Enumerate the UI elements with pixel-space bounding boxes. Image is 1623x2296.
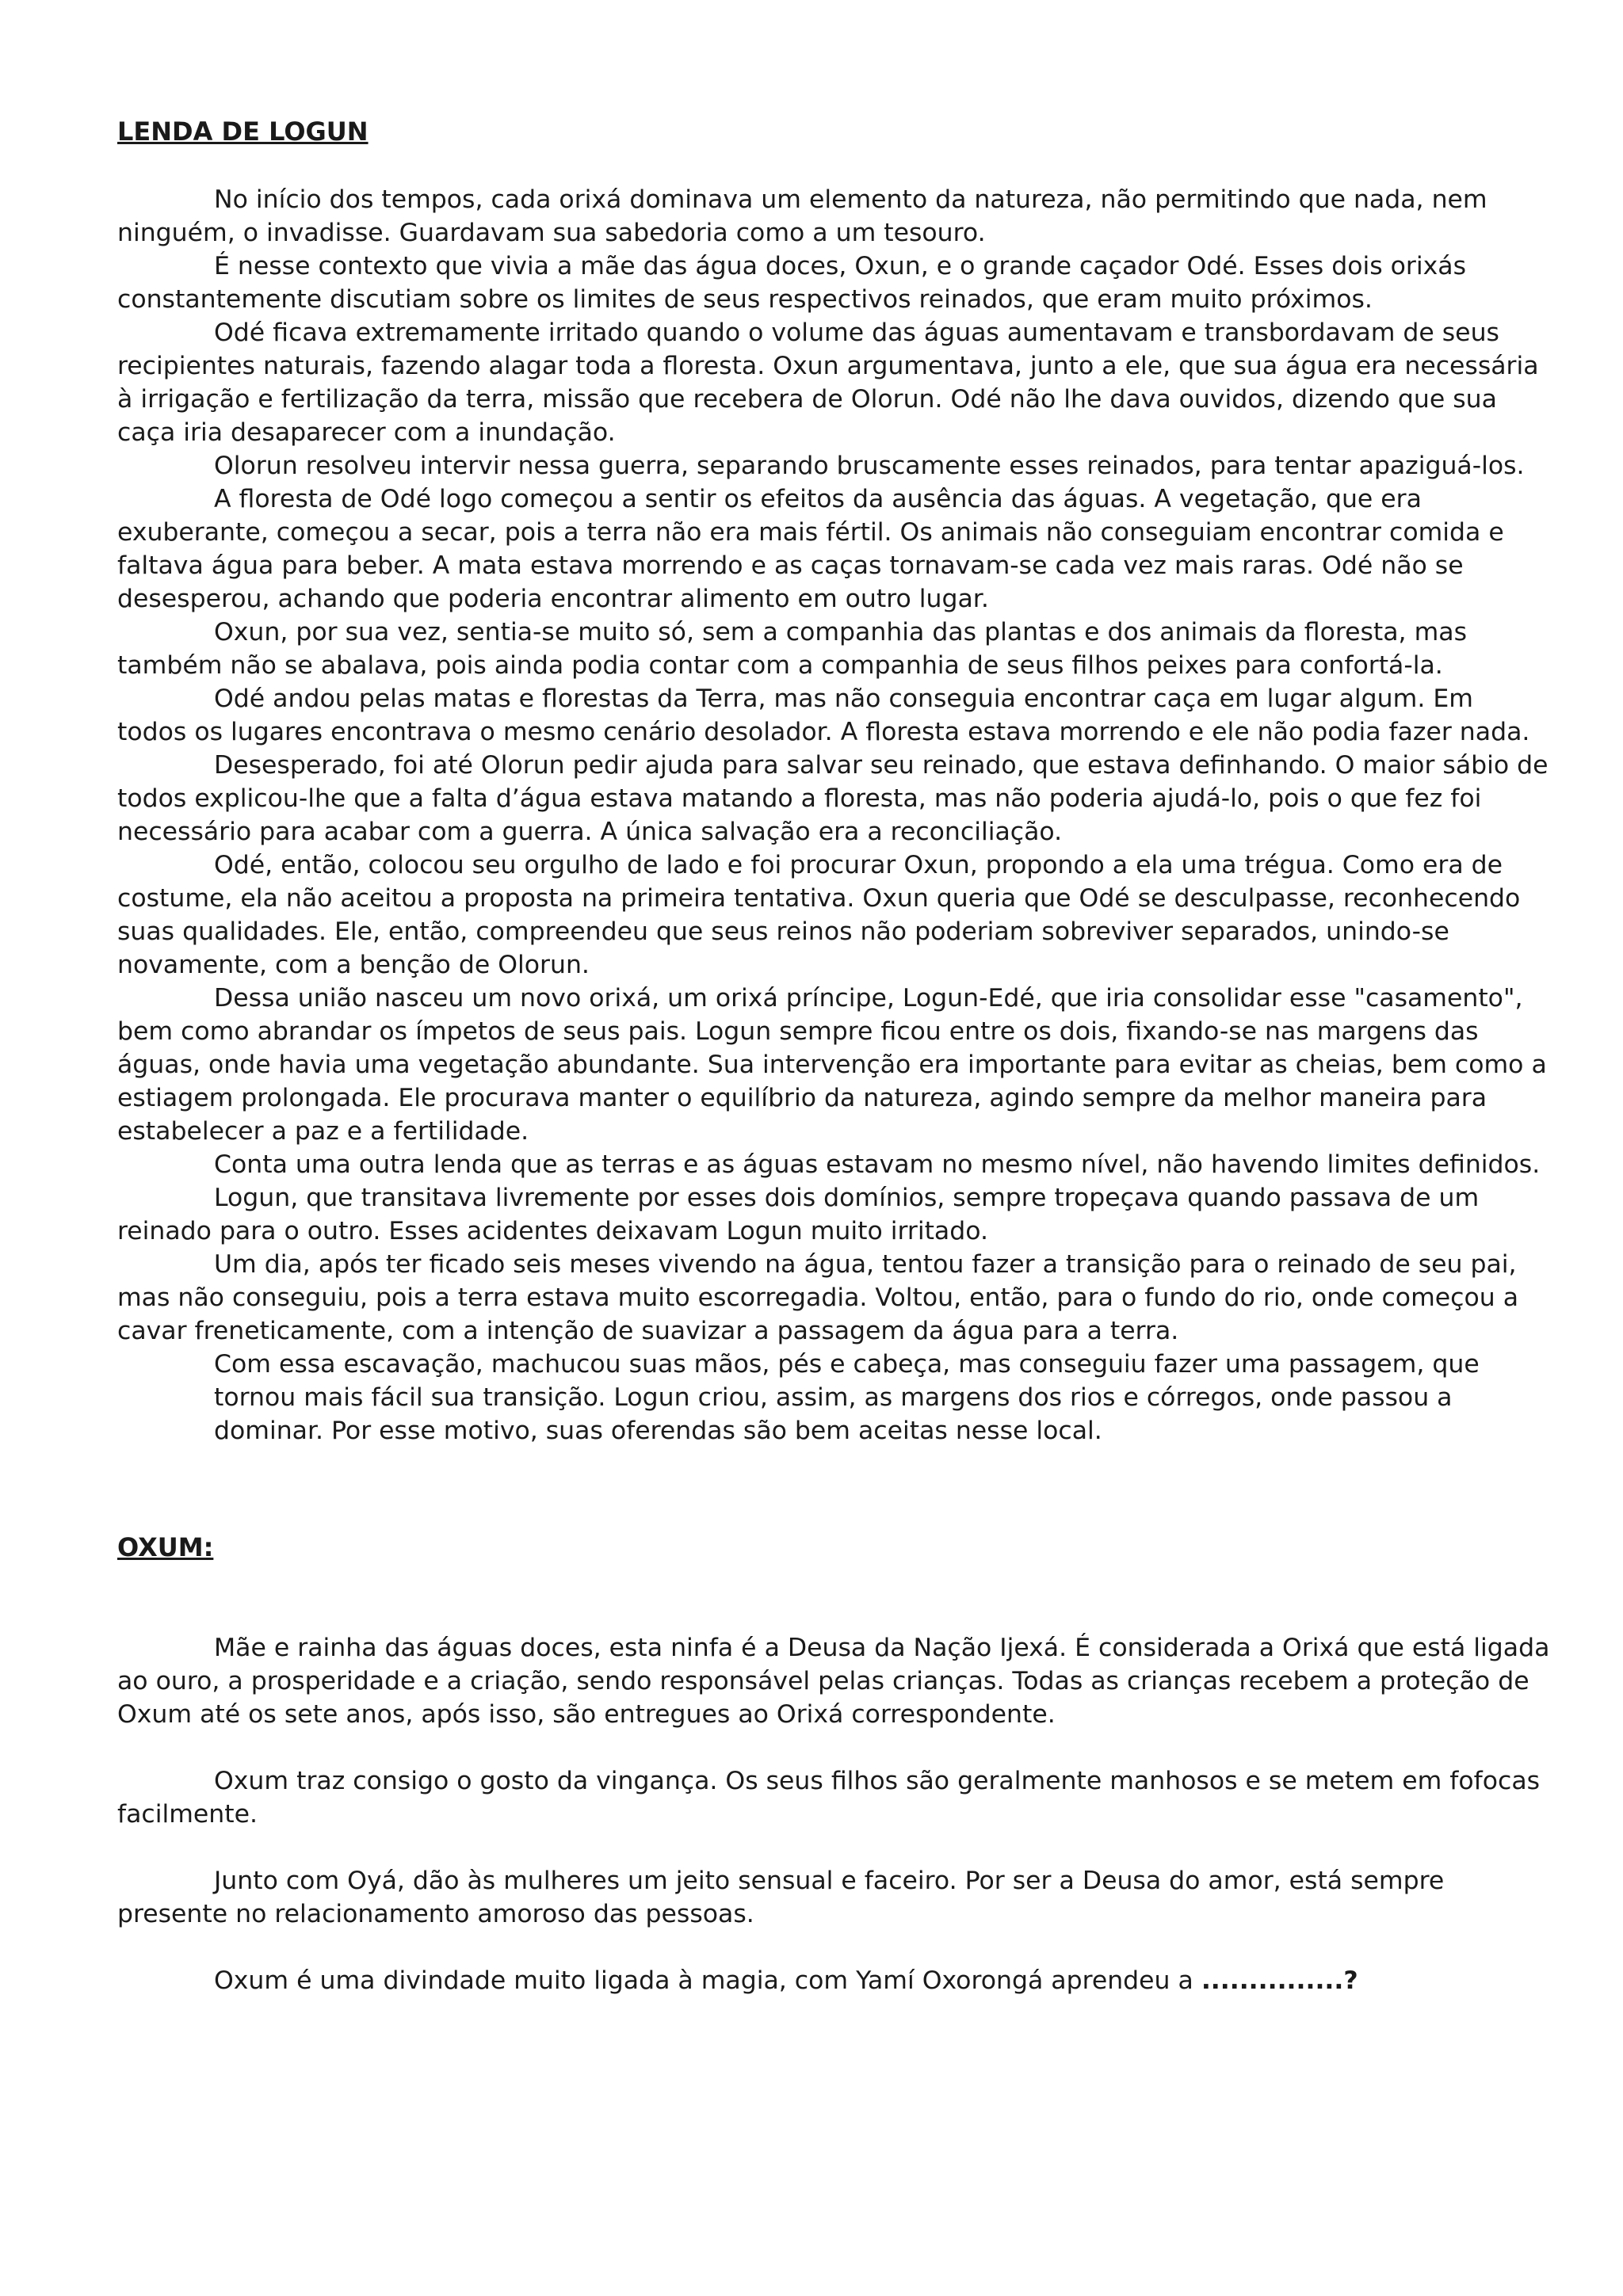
legend-paragraph-6: Oxun, por sua vez, sentia-se muito só, sem a companhia das plantas e dos animais da floresta, mas também não se abalava, pois ainda podia contar com a companhia de seus filhos peixes para confortá-la. [117,618,1467,680]
oxum-paragraph-1: Mãe e rainha das águas doces, esta ninfa é a Deusa da Nação Ijexá. É considerada a Orixá que está ligada ao ouro, a prosperidade e a criação, sendo responsável pelas crianças. Todas as crianças recebem a proteção de Oxum até os sete anos, após isso, são entregues ao Orixá correspondente. [117,1634,1550,1729]
oxum-paragraph-4 [117,1964,1550,1997]
legend-paragraph-10: Dessa união nasceu um novo orixá, um orixá príncipe, Logun-Edé, que iria consolidar esse "casamento", bem como abrandar os ímpetos de seus pais. Logun sempre ficou entre os dois, fixando-se nas margens das águas, onde havia uma vegetação abundante. Sua intervenção era importante para evitar as cheias, bem como a estiagem prolongada. Ele procurava manter o equilíbrio da natureza, agindo sempre da melhor maneira para estabelecer a paz e a fertilidade. [117,984,1547,1146]
legend-paragraph-2: É nesse contexto que vivia a mãe das água doces, Oxun, e o grande caçador Odé. Esses dois orixás constantemente discutiam sobre os limites de seus respectivos reinados, que eram muito próximos. [117,252,1466,314]
legend-paragraph-13: Um dia, após ter ficado seis meses vivendo na água, tentou fazer a transição para o reinado de seu pai, mas não conseguiu, pois a terra estava muito escorregadia. Voltou, então, para o fundo do rio, onde começou a cavar freneticamente, com a intenção de suavizar a passagem da água para a terra. [117,1250,1519,1345]
legend-paragraph-14: Com essa escavação, machucou suas mãos, pés e cabeça, mas conseguiu fazer uma passagem, que tornou mais fácil sua transição. Logun criou, assim, as margens dos rios e córregos, onde passou a dominar. Por esse motivo, suas oferendas são bem aceitas nesse local. [214,1350,1480,1445]
legend-paragraph-11: Conta uma outra lenda que as terras e as águas estavam no mesmo nível, não havendo limites definidos. [214,1150,1541,1179]
legend-paragraph-9: Odé, então, colocou seu orgulho de lado e foi procurar Oxun, propondo a ela uma trégua. Como era de costume, ela não aceitou a proposta na primeira tentativa. Oxun queria que Odé se desculpasse, reconhecendo suas qualidades. Ele, então, compreendeu que seus reinos não poderiam sobreviver separados, unindo-se novamente, com a benção de Olorun. [117,851,1521,979]
legend-paragraph-1: No início dos tempos, cada orixá dominava um elemento da natureza, não permitindo que nada, nem ninguém, o invadisse. Guardavam sua sabedoria como a um tesouro. [117,185,1487,247]
oxum-paragraph-4-text: Oxum é uma divindade muito ligada à magia, com Yamí Oxorongá aprendeu a [214,1966,1201,1995]
legend-paragraph-3: Odé ficava extremamente irritado quando o volume das águas aumentavam e transbordavam de seus recipientes naturais, fazendo alagar toda a floresta. Oxun argumentava, junto a ele, que sua água era necessária à irrigação e fertilização da terra, missão que recebera de Olorun. Odé não lhe dava ouvidos, dizendo que sua caça iria desaparecer com a inundação. [117,318,1539,447]
legend-paragraph-12: Logun, que transitava livremente por esses dois domínios, sempre tropeçava quando passava de um reinado para o outro. Esses acidentes deixavam Logun muito irritado. [117,1184,1480,1245]
fill-in-blank: ...............? [1201,1966,1358,1995]
oxum-body [117,1631,1550,1997]
oxum-paragraph-2: Oxum traz consigo o gosto da vingança. Os seus filhos são geralmente manhosos e se metem em fofocas facilmente. [117,1767,1541,1829]
legend-paragraph-8: Desesperado, foi até Olorun pedir ajuda para salvar seu reinado, que estava definhando. O maior sábio de todos explicou-lhe que a falta d’água estava matando a floresta, mas não poderia ajudá-lo, pois o que fez foi necessário para acabar com a guerra. A única salvação era a reconciliação. [117,751,1549,846]
legend-paragraph-4: Olorun resolveu intervir nessa guerra, separando bruscamente esses reinados, para tentar apaziguá-los. [214,452,1525,480]
legend-paragraph-7: Odé andou pelas matas e florestas da Terra, mas não conseguia encontrar caça em lugar algum. Em todos os lugares encontrava o mesmo cenário desolador. A floresta estava morrendo e ele não podia fazer nada. [117,685,1530,746]
legend-paragraph-5: A floresta de Odé logo começou a sentir os efeitos da ausência das águas. A vegetação, que era exuberante, começou a secar, pois a terra não era mais fértil. Os animais não conseguiam encontrar comida e faltava água para beber. A mata estava morrendo e as caças tornavam-se cada vez mais raras. Odé não se desesperou, achando que poderia encontrar alimento em outro lugar. [117,485,1504,613]
oxum-paragraph-3: Junto com Oyá, dão às mulheres um jeito sensual e faceiro. Por ser a Deusa do amor, está sempre presente no relacionamento amoroso das pessoas. [117,1867,1445,1928]
legend-body [117,183,1550,1447]
legend-title: LENDA DE LOGUN [117,116,369,147]
oxum-title: OXUM: [117,1532,214,1562]
